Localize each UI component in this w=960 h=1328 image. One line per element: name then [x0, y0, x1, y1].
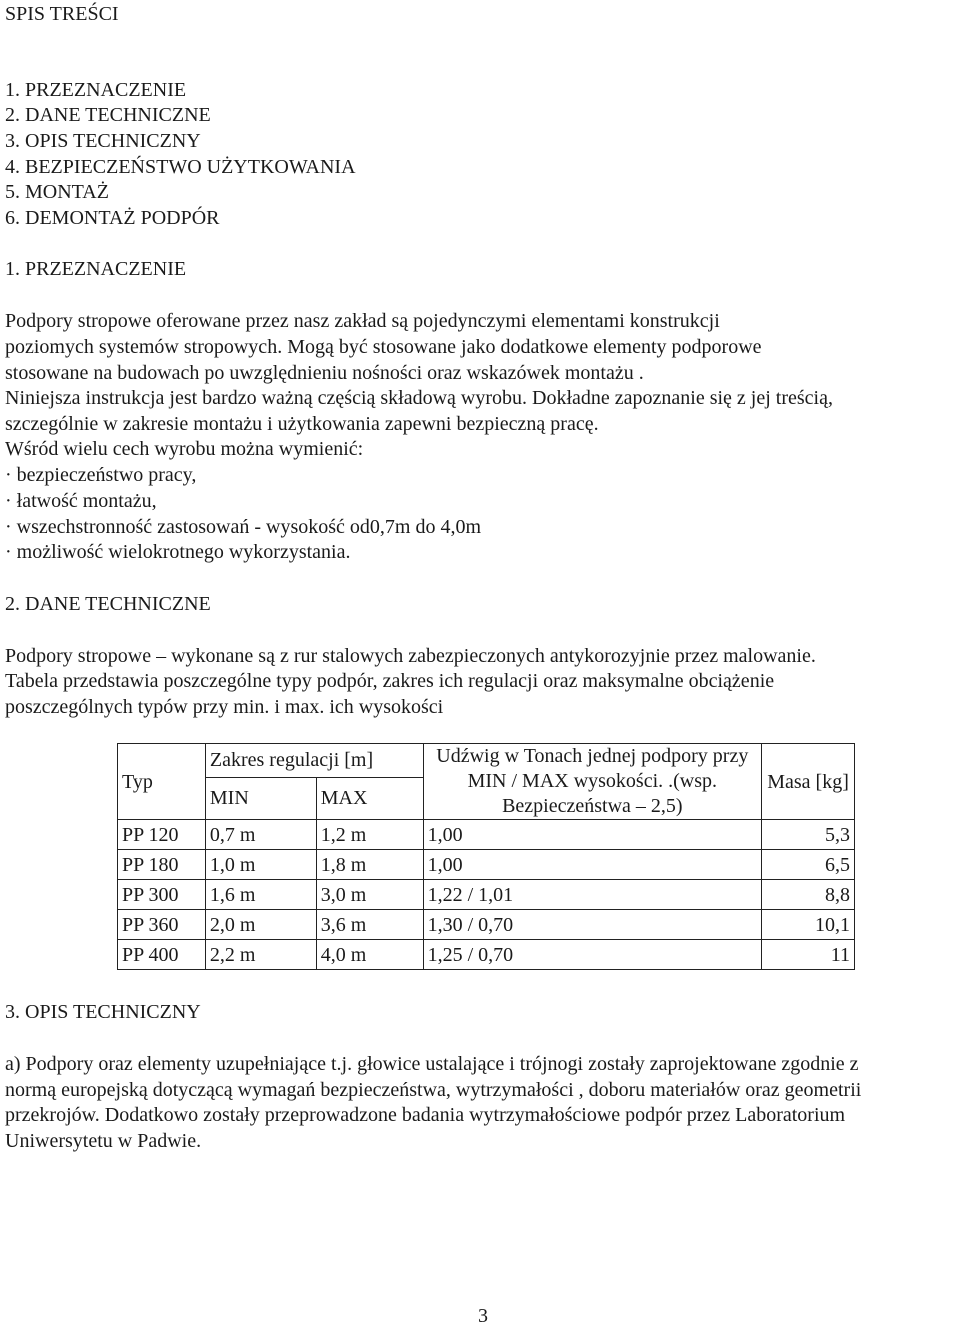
cell-masa: 5,3	[762, 820, 855, 850]
cell-typ: PP 400	[118, 940, 206, 970]
page-number: 3	[478, 1305, 488, 1327]
toc-item: 3. OPIS TECHNICZNY	[5, 130, 201, 152]
toc-item: 2. DANE TECHNICZNE	[5, 104, 211, 126]
paragraph-line: Wśród wielu cech wyrobu można wymienić:	[5, 438, 364, 460]
cell-udzwig: 1,00	[423, 850, 762, 880]
paragraph-line: Podpory stropowe – wykonane są z rur stalowych zabezpieczonych antykorozyjnie przez malowanie.	[5, 645, 816, 667]
specification-table	[117, 743, 855, 970]
cell-udzwig: 1,00	[423, 820, 762, 850]
paragraph-line: przekrojów. Dodatkowo zostały przeprowadzone badania wytrzymałościowe podpór przez Laboratorium	[5, 1104, 846, 1126]
table-row	[118, 940, 855, 970]
table-row	[118, 850, 855, 880]
header-min: MIN	[205, 777, 316, 819]
table-row	[118, 880, 855, 910]
section-heading: 2. DANE TECHNICZNE	[5, 593, 211, 615]
header-max: MAX	[316, 777, 423, 819]
cell-min: 2,2 m	[205, 940, 316, 970]
paragraph-line: Uniwersytetu w Padwie.	[5, 1130, 202, 1152]
section-heading: 3. OPIS TECHNICZNY	[5, 1001, 201, 1023]
cell-min: 2,0 m	[205, 910, 316, 940]
toc-item: 4. BEZPIECZEŃSTWO UŻYTKOWANIA	[5, 156, 356, 178]
cell-masa: 10,1	[762, 910, 855, 940]
cell-typ: PP 360	[118, 910, 206, 940]
paragraph-line: Niniejsza instrukcja jest bardzo ważną częścią składową wyrobu. Dokładne zapoznanie się z jej treścią,	[5, 387, 833, 409]
bullet-item: · bezpieczeństwo pracy,	[5, 464, 197, 486]
paragraph-line: poziomych systemów stropowych. Mogą być stosowane jako dodatkowe elementy podporowe	[5, 336, 762, 358]
bullet-item: · możliwość wielokrotnego wykorzystania.	[5, 541, 351, 563]
cell-max: 1,8 m	[316, 850, 423, 880]
paragraph-line: Tabela przedstawia poszczególne typy podpór, zakres ich regulacji oraz maksymalne obciążenie	[5, 670, 775, 692]
cell-udzwig: 1,25 / 0,70	[423, 940, 762, 970]
cell-min: 0,7 m	[205, 820, 316, 850]
paragraph-line: poszczególnych typów przy min. i max. ich wysokości	[5, 696, 444, 718]
header-masa: Masa [kg]	[762, 744, 855, 820]
paragraph-line: Podpory stropowe oferowane przez nasz zakład są pojedynczymi elementami konstrukcji	[5, 310, 720, 332]
toc-item: 6. DEMONTAŻ PODPÓR	[5, 207, 220, 229]
bullet-item: · łatwość montażu,	[5, 490, 157, 512]
cell-typ: PP 300	[118, 880, 206, 910]
cell-udzwig: 1,30 / 0,70	[423, 910, 762, 940]
bullet-item: · wszechstronność zastosowań - wysokość od0,7m do 4,0m	[5, 516, 482, 538]
cell-masa: 8,8	[762, 880, 855, 910]
cell-masa: 6,5	[762, 850, 855, 880]
cell-udzwig: 1,22 / 1,01	[423, 880, 762, 910]
table-header-row	[118, 744, 855, 778]
cell-masa: 11	[762, 940, 855, 970]
header-zakres: Zakres regulacji [m]	[205, 744, 423, 778]
paragraph-line: normą europejską dotyczącą wymagań bezpieczeństwa, wytrzymałości , doboru materiałów oraz geometrii	[5, 1079, 862, 1101]
cell-max: 3,6 m	[316, 910, 423, 940]
paragraph-line: stosowane na budowach po uwzględnieniu nośności oraz wskazówek montażu .	[5, 362, 644, 384]
cell-min: 1,6 m	[205, 880, 316, 910]
toc-item: 5. MONTAŻ	[5, 181, 109, 203]
section-heading: 1. PRZEZNACZENIE	[5, 258, 187, 280]
paragraph-line: szczególnie w zakresie montażu i użytkowania zapewni bezpieczną pracę.	[5, 413, 599, 435]
cell-typ: PP 120	[118, 820, 206, 850]
cell-max: 4,0 m	[316, 940, 423, 970]
cell-max: 3,0 m	[316, 880, 423, 910]
header-udzwig: Udźwig w Tonach jednej podpory przy MIN / MAX wysokości. .(wsp. Bezpieczeństwa – 2,5)	[423, 744, 762, 820]
header-typ: Typ	[118, 744, 206, 820]
toc-title: SPIS TREŚCI	[5, 3, 119, 25]
toc-item: 1. PRZEZNACZENIE	[5, 79, 187, 101]
paragraph-line: a) Podpory oraz elementy uzupełniające t.j. głowice ustalające i trójnogi zostały zaprojektowane zgodnie z	[5, 1053, 859, 1075]
cell-typ: PP 180	[118, 850, 206, 880]
table-row	[118, 820, 855, 850]
cell-max: 1,2 m	[316, 820, 423, 850]
cell-min: 1,0 m	[205, 850, 316, 880]
table-row	[118, 910, 855, 940]
